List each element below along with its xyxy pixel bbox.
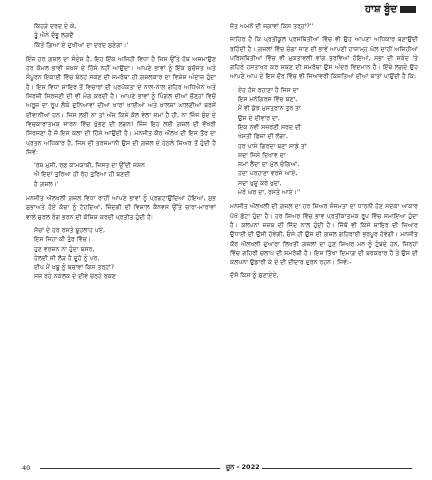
verse-line: ਮੇਰੇ ਘਰ ਦਾ, ਰਸਤੇ ਆਏ।'' (238, 189, 301, 197)
verse-bottom (26, 226, 216, 282)
verse-line: ਜੋਤ ਅਮਨੋਂ ਦੀ ਜਗਾਵਾਂ ਕਿਸ ਤਰ੍ਹਾਂ?'' (230, 23, 314, 30)
paragraph: ਜਾਹਿਰ ਹੈ ਕਿ ਪ੍ਰਤੀਕੂਲ ਪ੍ਰਸਥਿਤੀਆਂ ਵਿੱਚ ਵੀ ਉਹ ਆਪਣਾ ਅਧਿਕਾਰ ਬਣਾਉਂਦੀ ਰਹਿੰਦੀ ਹੈ। ਗ਼ਜ਼ਲਾਂ ਵਿੱਚ ਚੰਗਾ ਜਾਣ ਦੀ ਭਾਵੇਂ ਆਪਣੀ ਹਾਜ਼ਾਮ੍ਹ ਘੱਲ ਦਾਹੀਂ ਅਜਿਹੀਆਂ ਪਰਿਸਥਿਤੀਆਂ ਵਿੱਚ ਵੀ ਮੁਕਤਾਵਲੀ ਵਾਂਗ ਤਰਵਿਆਂ ਹੋਇਆਂ, ਸਭਾ ਦੀ ਸਕੰਦ 'ਤੇ ਗਹਿਰੇ ਹਸਤਾਖਰ ਕਰ ਸਕਣ ਦੀ ਸਮਰੱਥਾ ਉਸ ਅੰਦਰ ਵਿਦਮਾਨ ਹੈ। ਇੱਥੇ ਲਗਦੇ ਉਹ ਆਪਣੇ ਆਪ ਦੇ ਇਸ ਦੌਰ ਵਿੱਚ ਵੀ ਜਿਆਵਰੀ ਕਿਸ਼ਤਿਆਂ ਦੀਆਂ ਬਾਤਾਂ ਪਾਉਂਦੀ ਹੈ ਕਿ: (230, 36, 418, 81)
issue-date: ਜੂਨ - 2022 (226, 463, 260, 471)
header-title: ਹਾਸ਼ ਬੂੰਦ (364, 4, 397, 15)
verse-block (230, 86, 418, 198)
paragraph: ਇੰਜ ਹਰ ਗ਼ਜ਼ਲ ਦਾ ਸੰਦੇਸ਼ ਹੈ, ਇਹ ਇੱਕ ਅਜਿਹੀ ਵਿਧਾ ਹੈ ਜਿਸ ਉੱਤੇ ਹੱਥ ਅਜ਼ਮਾਉਣ ਹਰ ਕੋਮਲ ਭਾਵੀ ਸ਼ਖ਼ਸ ਦੇ ਹਿੱਸੇ ਨਹੀਂ ਆਉਂਦਾ। ਆਪਣੇ ਭਾਵਾਂ ਨੂੰ ਇੱਕ ਸੁਚੱਜਤ ਅਤੇ ਸੰਪੂਰਨ ਇਕਾਈ ਵਿੱਚ ਬੰਨ੍ਹ ਸਕਣ ਦੀ ਸਮਰੱਥਾ ਹੀ ਗ਼ਜ਼ਲਕਾਰ ਦਾ ਵਿਸ਼ੇਸ਼ ਅੰਦਾਜ਼ ਹੁੰਦਾ ਹੈ। ਇਸ ਵਿਧਾ ਸ਼ਾਇਰ ਤੋਂ ਵਿਚਾਰਾਂ ਦੀ ਪ੍ਰਪੱਕਤਾ ਦੇ ਨਾਲ-ਨਾਲ ਗਹਿਰ ਅਧਿਐਨ ਅਤੇ ਸਿਰਜ਼ੀ ਸਿਰਜਣੀ ਦੀ ਵੀ ਮੰਗ ਕਰਦੀ ਹੈ। ਆਪਣੇ ਭਾਵਾਂ ਨੂੰ ਪਿੰਗਲ ਦੀਆਂ ਚੌਣ੍ਹਾਂ ਵਿਚੋਂ ਅਰੂਜ਼ ਦਾ ਰੂਪ ਲੈਕੇ ਦੁਨਿਆਵਾਂ ਦੀਆਂ ਖਾਰਾਂ ਖਾਈਆਂ ਅਤੇ ਖਾਲਸਾ ਘਾਲਣੀਆਂ ਬਰਜੇਂ ਦੀਵਾਨੀਆਂ ਹਨ। ਜਿਸ ਲਈ ਨਾ ਤਾਂ ਅੱਜ ਕਿਸੇ ਕੋਲ ਵੇਲਾ ਸਮਾਂ ਹੈ ਹੀ, ਨਾ ਜਿੰਜ ਸੁੰਦ ਦੇ ਵਿਚਕਾਰਾਤਮਕ ਜਾਰਨ ਵਿੱਚ ਖੁੱਭਣ ਦੀ ਲਗਨ! ਜਿੰਜ ਇਹ ਲਈ ਗ਼ਜ਼ਲ ਦੀ ਵੱਖਰੀ ਸਿਰਜਣਾ ਹੈ ਜੋ ਇਸ ਕਲਾ ਦੀ ਹਿੱਸੇ ਆਉਂਦੀ ਹੈ। ਮਨਜੀਤ ਕੌਰ ਔਲਖ ਦੀ ਇਸ ਤੌਰ ਦਾ ਪ੍ਰਤਨ ਅਧਿਕਾਰ ਹੈ, ਜਿਸ ਦੀ ਤਰਜਮਾਨੀ ਉਸ ਦੀ ਗ਼ਜ਼ਲ ਦੇ ਹੇਠਲੇ ਸ਼ਿਅਰ ਤੋਂ ਹੁੰਦੀ ਹੈ ਜਿਵੇਂ: (26, 55, 216, 156)
verse-line: ਹਦਾ ਪਰਹਾਣਾ ਵਰਜੇ ਆਏ, (238, 170, 298, 178)
right-column (230, 22, 418, 285)
verse-line: ਹਰ ਪਾਸੇ ਗਿਰਦਾ ਬਣਾ ਸਾਡੇ ਤਾਂ (238, 142, 307, 150)
paragraph: ਮਨਜੀਤ ਔਲਖਲੀ ਗ਼ਜ਼ਲ ਵਿਧਾ ਰਾਹੀਂ ਆਪਣੇ ਭਾਵਾਂ ਨੂੰ ਪ੍ਰਗਟਾਉਂਦਿਆਂ ਹੋਇਆਂ, ਸੁਭ ਸ਼ੁਭਾਅਤੇ ਹੋਏ ਕੱਚਾ ਨੂੰ ਟੋਹਦਿਆਂ, ਜ਼ਿੰਦਗੀ ਦੀ ਵਿਸ਼ਾਲ ਕੈਨਵਸ ਉੱਤੇ ਚਾਰਾ-ਮਾਰਾਵਾਂ ਵਾਲੇ ਸੁਰਲ ਰੰਗ ਭਰਨ ਦੀ ਕੋਸ਼ਿਸ਼ ਕਰਦੀ ਪ੍ਰਤੀਤ ਹੁੰਦੀ ਹੈ: (26, 195, 216, 221)
verse-line: ਤੂੰ ਐਨੇ ਦੰਭੂ ਲਗਦੈਂ (34, 32, 74, 40)
verse-line: 'ਰਬ ਮੁਸੀ, ਰਫ਼ ਕਾਮਯਾਬੀ, ਜਿਸਤ ਦਾ ਉੱਦੀ ਜਸ਼ਨ (34, 162, 145, 170)
verse-line: ਕਿੱਤੇ ਗ਼ਿਆ ਏ ਦੁਖੀਆਂ ਦਾ ਦਰਦ ਸੁਣੇਗਾ।' (34, 41, 129, 49)
footer-rule-left (40, 468, 220, 469)
verse-line: ਹੇਲਦੀ ਜੀ ਲੋੜ ਹੈ ਦੂਹੋ ਨੂੰ ਪਰ, (34, 254, 100, 262)
verse-line: ਖੇਸਤੀ ਫਿਜ਼ਾ ਦੀ ਲੱਗਾ, (238, 133, 288, 141)
verse-line: ਹੁਣ ਵਰਜ਼ਨ ਨਾ ਹੁੰਦਾ ਬਸਰ, (34, 245, 95, 253)
left-column (26, 22, 216, 287)
header-bar-ornament (400, 6, 416, 13)
footer-rule-right (262, 468, 412, 469)
verse-line: ਕਿਹੜੇ ਦਰਦ ਦੇ ਕੇ, (34, 23, 77, 30)
verse-top (26, 22, 216, 50)
page-header (365, 4, 416, 15)
verse-line: ਏਹ ਹੱਸ ਰਹਾਣਾ ਹੈ ਜਿਸ ਦਾ (238, 86, 299, 94)
page-footer (0, 460, 432, 474)
verse-line: ਸਮਾਂ ਲੈਂਦਾ ਦਾ ਮੁੱਲ ਚੰਗਿਆਂ, (238, 161, 300, 169)
paragraph: ਮਨਜੀਤ ਔਲਖਲੀ ਦੀ ਗ਼ਜ਼ਲ ਦਾ ਹਰ ਸ਼ਿਅਰ ਸੰਜਮਤਾ ਦਾ ਧਾਰਨੀ ਹੋਣ ਸਦਕਾ ਆਕਾਰ ਪੱਖੋਂ ਛੋਟਾ ਹੁੰਦਾ ਹੈ। ਹਰ ਸ਼ਿਅਰ ਵਿੱਚ ਭਾਵ ਪ੍ਰਤੀਕਾਤਮਕ ਰੂਪ ਵਿੱਚ ਸਮਾਇਆ ਹੁੰਦਾ ਹੈ। ਕਲਪਨਾ ਜ਼ਜ਼ਬ ਦੀ ਜਿੱਦ ਨਾਲ ਹੁੰਦੀ ਹੈ। ਜਿੱਥੋਂ ਵੀ ਕਿਸੇ ਸ਼ਾਇਰ ਦੀ ਜਿਆਰ ਉਧਾਈ ਦੀ ਉਸੀ ਹੋਵੇਗੀ, ਓਸੇ ਹੀ ਉਸ ਦੀ ਗ਼ਜ਼ਲ ਗਹਿਰਾਈ ਭਰਪੂਰ ਹੋਵੇਗੀ। ਮਨਜੀਤ ਕੌਰ ਔਲਖਲੀ ਦੁਆਰਾ ਲਿਖਤੀ ਗ਼ਜ਼ਲਾਂ ਦਾ ਹੁਣ ਸ਼ਿਅਰ ਮਨ ਨੂੰ ਟੁੰਬਦੇ ਹਨ, ਜਿਨ੍ਹਾਂ ਵਿੱਚ ਗਹਿਰੀ ਚਲਾਪ ਦੀ ਸਮਰੱਥੀ ਹੈ। ਇਸ ਤਿੱਖਾ ਦਿਮਾਗ਼ ਦੀ ਬਰਕਰਾਰ ਹੈ ਤੇ ਉਸ ਦੀ ਕਲਪਨਾ ਉਡਾਰੀ ਕੇ ਦੇ ਦੀ ਦੀਦਾਰ ਦੁਰਨ ਰਹਨ। ਜਿਵੇਂ:- (230, 203, 418, 267)
verse-line: ਦੀਪ ਮੈਂ ਖ਼ਬੂ ਨੂੰ ਬਚਾਵਾਂ ਕਿਸ ਤਰ੍ਹਾਂ? (34, 264, 115, 272)
verse-line: ਇਸ ਜਿਹਾ ਕੀ ਤੁੰਰ ਵਿੱਚ। (34, 236, 92, 244)
verse-line: ਇਸ ਮਨੋਗਿਰਸ ਵਿੱਚ ਬਣਾ, (238, 96, 298, 104)
verse-line: ਐ ਇਦਾਂ ਤੁਰਿਆ ਹੀ ਰੋਹ ਤੁਰਿਆ ਹੀ ਬਣਦੀ (34, 171, 131, 179)
verse-line: ਸਦਾ ਜਿਸੇ ਦਿਖਾਵ ਦਾ (238, 151, 286, 159)
verse-mid (26, 161, 216, 189)
verse-line: ਹੈ ਗ਼ਜ਼ਲ।' (34, 180, 59, 188)
verse-line: ਸਦਾ ਖ਼ੁਸ਼ੂ ਕਰੇ ਖੁਦਾ, (238, 179, 282, 187)
verse-line: ਸੋਚਾਂ ਦੇ ਹਰ ਰਸਤੇ ਬੂਹਲਾਹ ਪਏ, (34, 226, 106, 234)
page-number: 40 (22, 464, 31, 472)
verse-line: ਉਸ ਦੇ ਦੀਵਾਰ ਦਾ, (238, 114, 280, 122)
verse-line: ਦੱਸੋ ਕਿਸ ਨੂੰ ਸੁਣਾਏਏ, (230, 272, 279, 280)
verse-line: ਸਜ ਰਹੇ ਨਕਲਕ ਦੇ ਦੀਵੇ ਚਨ੍ਹੇ ਰਕਣ (34, 273, 116, 281)
verse-line: ਇਕ ਨਵੀਂ ਸਜਰਣੀ ਸਰਦ ਦੀ (238, 123, 301, 131)
verse-line: ਮੈਂ ਵੀ ਕੁੱਝ ਮੁਸਤ੍ਰਾਨ ਤੁਰ ਤਾਂ (238, 105, 301, 113)
